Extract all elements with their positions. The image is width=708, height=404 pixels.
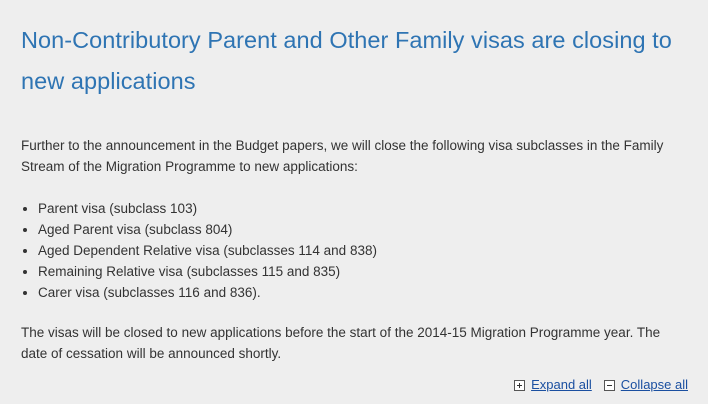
expand-collapse-controls bbox=[514, 377, 688, 393]
notice-title: Non-Contributory Parent and Other Family visas are closing to new applications bbox=[21, 27, 672, 94]
plus-box-icon[interactable] bbox=[514, 380, 525, 391]
visa-subclass-list bbox=[21, 198, 690, 303]
notice-outro: The visas will be closed to new applications before the start of the 2014-15 Migration Programme year. The date of cessation will be announced shortly. bbox=[21, 325, 661, 361]
list-item: • Aged Parent visa (subclass 804) bbox=[38, 219, 690, 240]
expand-all-link[interactable]: Expand all bbox=[531, 377, 592, 392]
collapse-all-link[interactable]: Collapse all bbox=[620, 377, 688, 392]
list-item: • Parent visa (subclass 103) bbox=[38, 198, 690, 219]
expand-all-control[interactable] bbox=[514, 377, 592, 393]
list-item: • Carer visa (subclasses 116 and 836). bbox=[38, 282, 690, 303]
minus-box-icon[interactable] bbox=[604, 380, 615, 391]
list-item: • Remaining Relative visa (subclasses 115 and 835) bbox=[38, 261, 690, 282]
collapse-all-control[interactable] bbox=[604, 377, 688, 393]
list-item: • Aged Dependent Relative visa (subclasses 114 and 838) bbox=[38, 240, 690, 261]
notice-intro: Further to the announcement in the Budget papers, we will close the following visa subclasses in the Family Stream of the Migration Programme to new applications: bbox=[21, 138, 664, 174]
